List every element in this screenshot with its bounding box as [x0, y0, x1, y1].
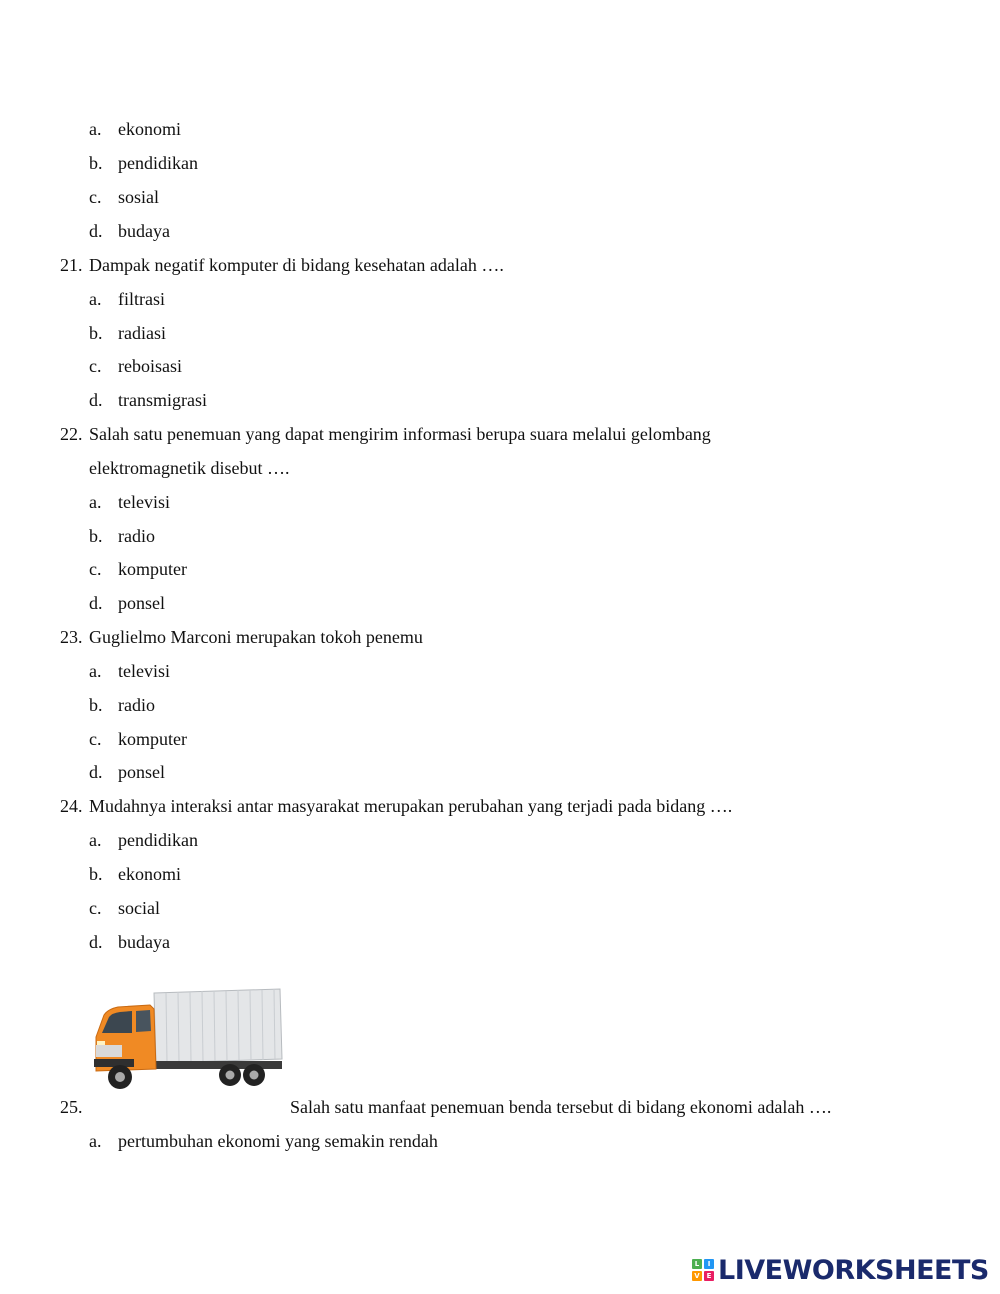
question-text-continued: elektromagnetik disebut ….	[89, 458, 290, 478]
option-text: televisi	[118, 661, 170, 681]
option-letter: c.	[89, 187, 102, 207]
option-text: komputer	[118, 729, 187, 749]
option-text: social	[118, 898, 160, 918]
option-letter: b.	[89, 153, 103, 173]
option-letter: c.	[89, 898, 102, 918]
option-text: budaya	[118, 221, 170, 241]
option-text: reboisasi	[118, 356, 182, 376]
option-letter: c.	[89, 356, 102, 376]
option-text: pertumbuhan ekonomi yang semakin rendah	[118, 1131, 438, 1151]
option-letter: b.	[89, 323, 103, 343]
liveworksheets-logo	[692, 1254, 989, 1286]
question-number: 21.	[60, 255, 83, 275]
option-text: sosial	[118, 187, 160, 207]
option-text: ekonomi	[118, 864, 181, 884]
question-number: 23.	[60, 627, 83, 647]
option-letter: c.	[89, 559, 102, 579]
option-letter: d.	[89, 932, 103, 952]
question-text: Salah satu manfaat penemuan benda tersebut di bidang ekonomi adalah ….	[290, 1097, 832, 1117]
option-letter: a.	[89, 119, 102, 139]
question-number: 25.	[60, 1097, 83, 1117]
option-text: televisi	[118, 492, 170, 512]
question-number: 24.	[60, 796, 83, 816]
option-letter: a.	[89, 1131, 102, 1151]
question-text: Mudahnya interaksi antar masyarakat merupakan perubahan yang terjadi pada bidang ….	[89, 796, 733, 816]
option-text: komputer	[118, 559, 187, 579]
option-text: transmigrasi	[118, 390, 207, 410]
question-number: 22.	[60, 424, 83, 444]
option-letter: d.	[89, 221, 103, 241]
option-letter: d.	[89, 593, 103, 613]
option-text: ekonomi	[118, 119, 181, 139]
option-letter: c.	[89, 729, 102, 749]
logo-tile: V	[692, 1271, 702, 1281]
option-text: pendidikan	[118, 830, 198, 850]
option-text: ponsel	[118, 762, 165, 782]
option-letter: d.	[89, 390, 103, 410]
logo-icon	[692, 1259, 714, 1281]
option-text: pendidikan	[118, 153, 198, 173]
option-text: ponsel	[118, 593, 165, 613]
truck-image	[92, 985, 284, 1095]
option-letter: d.	[89, 762, 103, 782]
option-text: budaya	[118, 932, 170, 952]
option-letter: a.	[89, 830, 102, 850]
option-letter: a.	[89, 661, 102, 681]
option-letter: a.	[89, 289, 102, 309]
option-text: radiasi	[118, 323, 166, 343]
logo-tile: I	[704, 1259, 714, 1269]
option-letter: b.	[89, 526, 103, 546]
logo-text: LIVEWORKSHEETS	[718, 1254, 989, 1286]
logo-tile: E	[704, 1271, 714, 1281]
question-text: Salah satu penemuan yang dapat mengirim informasi berupa suara melalui gelombang	[89, 424, 711, 444]
question-text: Guglielmo Marconi merupakan tokoh penemu	[89, 627, 423, 647]
option-letter: b.	[89, 864, 103, 884]
option-letter: b.	[89, 695, 103, 715]
option-text: radio	[118, 526, 155, 546]
option-text: radio	[118, 695, 155, 715]
logo-tile: L	[692, 1259, 702, 1269]
option-text: filtrasi	[118, 289, 165, 309]
option-letter: a.	[89, 492, 102, 512]
question-text: Dampak negatif komputer di bidang kesehatan adalah ….	[89, 255, 504, 275]
